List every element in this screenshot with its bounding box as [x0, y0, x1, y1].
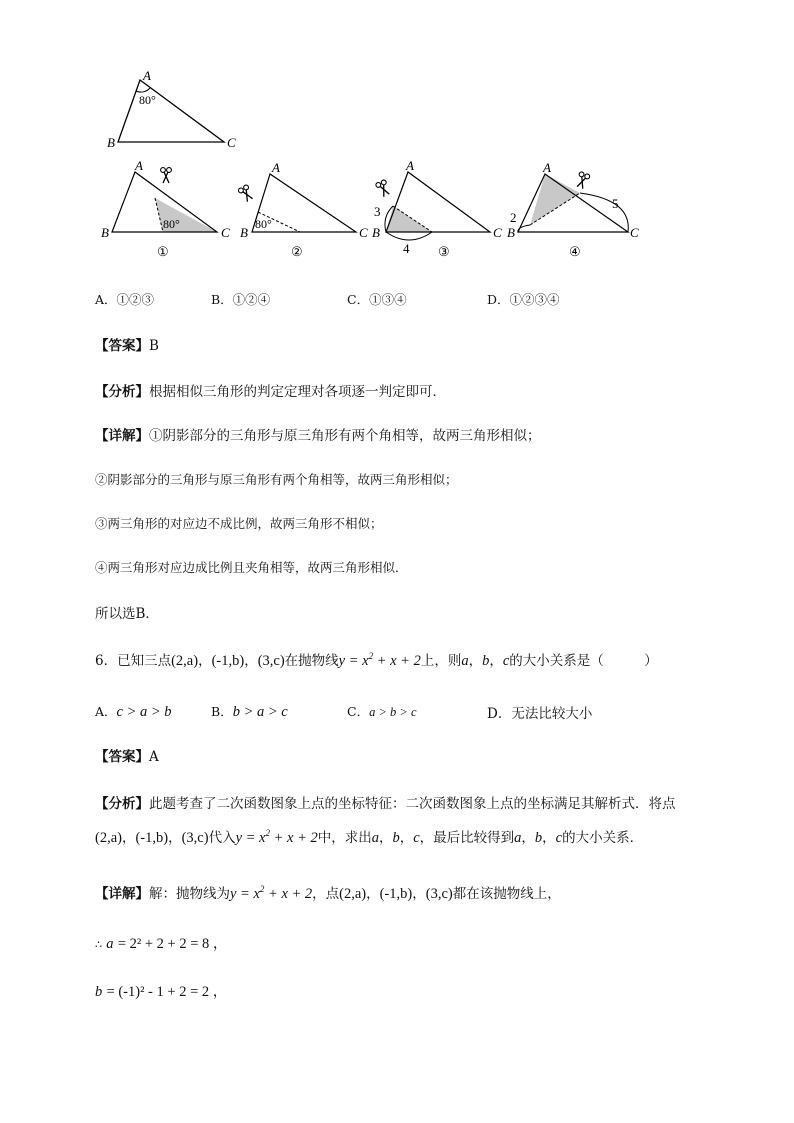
q5-detail-4: ④两三角形对应边成比例且夹角相等，故两三角形相似．	[95, 560, 408, 575]
q5-choice-a: A．①②③	[95, 292, 155, 307]
point-3: (3,c)	[257, 653, 285, 669]
vertex-c: C	[493, 225, 502, 240]
vertex-c: C	[227, 135, 236, 150]
vertex-a: A	[543, 160, 551, 175]
therefore-symbol: ∴	[95, 938, 102, 951]
answer-tag: 【答案】	[95, 749, 149, 765]
triangle-figure	[0, 0, 794, 270]
scissors-icon	[238, 184, 255, 203]
point-1: (2,a)	[171, 653, 199, 669]
analysis-tag: 【分析】	[95, 796, 149, 812]
analysis-tag: 【分析】	[95, 384, 149, 400]
vertex-a: A	[272, 160, 280, 175]
vertex-b: B	[507, 225, 515, 240]
q5-analysis	[95, 380, 446, 400]
side-length-ab: 3	[374, 204, 381, 219]
calc-b-expr: = (-1)² - 1 + 2 = 2 ，	[106, 984, 228, 1000]
side-length-ab: 2	[510, 210, 517, 225]
answer-value: A	[149, 749, 159, 765]
q6-choice-d: D．无法比较大小	[487, 706, 593, 722]
q5-choice-d: D．①②③④	[487, 292, 560, 307]
q6-stem: 6．已知三点(2,a)，(-1,b)，(3,c)在抛物线$y = x^2 + x + 2$上，则a，b，c的大小关系是（ ）	[95, 651, 658, 669]
side-length-ac: 5	[612, 196, 619, 211]
detail-tag: 【详解】	[95, 886, 149, 902]
q5-choice-b: B．①②④	[211, 292, 271, 307]
point-2: (-1,b)	[211, 653, 245, 669]
q5-conclusion: 所以选B．	[95, 606, 159, 622]
detail-text: ①阴影部分的三角形与原三角形有两个角相等，故两三角形相似；	[149, 428, 541, 444]
answer-value: B	[149, 338, 159, 354]
q5-detail-2: ②阴影部分的三角形与原三角形有两个角相等，故两三角形相似；	[95, 472, 458, 487]
q6-calc-a: ∴ a = 2² + 2 + 2 = 8 ，	[95, 936, 228, 952]
stem-text: 已知三点	[117, 653, 172, 669]
q6-choice-b: B．b > a > c	[211, 704, 288, 720]
scissors-icon	[575, 171, 590, 189]
scissors-icon	[375, 179, 391, 198]
scissors-icon	[161, 168, 172, 183]
vertex-b: B	[107, 135, 115, 150]
stem-text: 在抛物线	[284, 653, 339, 669]
sub-figure-4	[507, 160, 639, 259]
q5-answer	[95, 334, 159, 354]
answer-tag: 【答案】	[95, 338, 149, 354]
vertex-b: B	[240, 225, 248, 240]
question-number: 6．	[95, 653, 118, 669]
analysis-text: 根据相似三角形的判定定理对各项逐一判定即可．	[149, 384, 446, 400]
q6-choice-a: A．c > a > b	[95, 704, 172, 720]
sub-figure-2	[238, 160, 368, 259]
main-triangle	[107, 68, 236, 150]
q6-detail-1: 【详解】解：抛物线为$y = x^2 + x + 2$，点(2,a)，(-1,b)，(3,c)都在该抛物线上，	[95, 884, 561, 902]
vertex-a: A	[406, 158, 414, 173]
vertex-c: C	[630, 225, 639, 240]
sub-figure-3	[372, 158, 502, 259]
side-length-bc: 4	[403, 241, 410, 256]
detail-tag: 【详解】	[95, 428, 149, 444]
vertex-c: C	[221, 225, 230, 240]
figure-caption: ③	[438, 244, 450, 259]
vertex-b: B	[101, 225, 109, 240]
q5-detail-3: ③两三角形的对应边不成比例，故两三角形不相似；	[95, 516, 383, 531]
analysis-text: 此题考查了二次函数图象上点的坐标特征：二次函数图象上点的坐标满足其解析式．将点	[149, 796, 676, 812]
vertex-a: A	[143, 68, 151, 83]
parabola-eq: $y = x^2 + x + 2$	[338, 651, 421, 669]
figure-caption: ②	[291, 244, 303, 259]
vertex-a: A	[135, 158, 143, 173]
stem-text: 的大小关系是（ ）	[509, 653, 658, 669]
angle-label: 80°	[139, 93, 156, 107]
q6-answer	[95, 745, 159, 765]
vertex-c: C	[359, 225, 368, 240]
angle-label: 80°	[163, 217, 180, 231]
q5-detail-1	[95, 424, 541, 444]
q6-calc-b: b = (-1)² - 1 + 2 = 2 ，	[95, 984, 228, 1000]
q5-choice-c: C．①③④	[347, 292, 407, 307]
calc-a-expr: = 2² + 2 + 2 = 8 ，	[117, 936, 228, 952]
q6-analysis-1	[95, 792, 676, 812]
q6-choice-c: C．a > b > c	[347, 704, 417, 719]
stem-text: 上，则	[420, 653, 462, 669]
q6-analysis-2: (2,a)，(-1,b)，(3,c)代入$y = x^2 + x + 2$中，求出a，b，c，最后比较得到a，b，c的大小关系．	[95, 828, 644, 846]
vertex-b: B	[372, 225, 380, 240]
sub-figure-1	[101, 158, 230, 259]
angle-label: 80°	[255, 217, 272, 231]
figure-caption: ①	[157, 244, 169, 259]
figure-caption: ④	[569, 244, 581, 259]
